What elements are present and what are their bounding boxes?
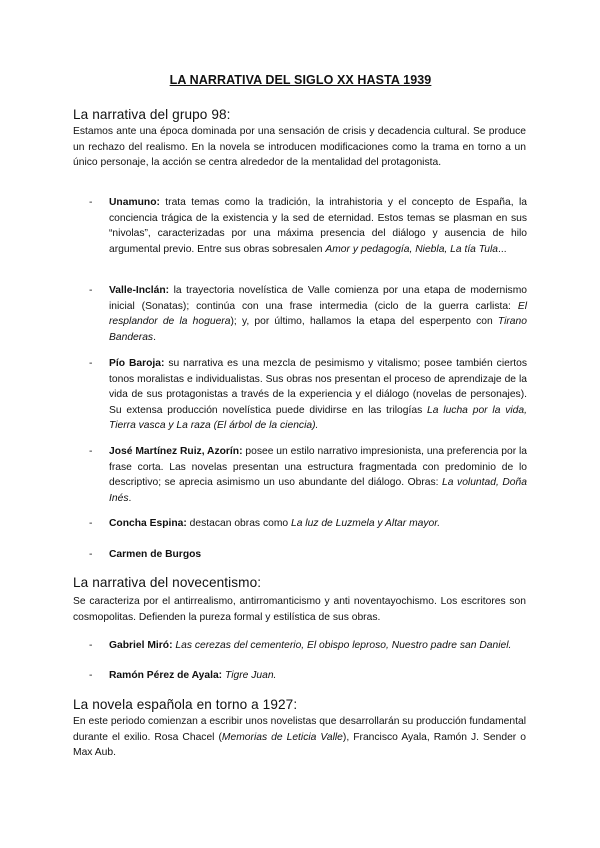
author-works: La lucha por la vida, Tierra vasca y La raza (El árbol de la ciencia). (109, 404, 527, 432)
author-item-carmen-de-burgos (109, 547, 527, 563)
section-heading-grupo-98: La narrativa del grupo 98: (73, 107, 231, 122)
section-heading-novecentismo: La narrativa del novecentismo: (73, 575, 262, 590)
author-item-pio-baroja (109, 356, 527, 434)
list-bullet: - (89, 518, 93, 529)
author-tail: . (128, 492, 132, 504)
section-intro-grupo-98: Estamos ante una época dominada por una sensación de crisis y decadencia cultural. Se produce un rechazo del realismo. En la novela se introducen modificaciones como la trama en torno a un único personaje, la acción se centra alrededor de la mentalidad del protagonista. (73, 126, 526, 169)
author-name: Ramón Pérez de Ayala: (109, 670, 223, 681)
page-title: LA NARRATIVA DEL SIGLO XX HASTA 1939 (169, 73, 432, 87)
author-works: Tirano Banderas (109, 316, 527, 343)
author-name: Concha Espina: (109, 518, 187, 529)
list-bullet: - (89, 446, 93, 457)
list-bullet: - (89, 358, 93, 369)
author-tail: . (153, 331, 156, 343)
section-intro-novecentismo: Se caracteriza por el antirrealismo, antirromanticismo y anti noventayochismo. Los escritores son cosmopolitas. Defienden la pureza formal y estilística de sus obras. (73, 596, 526, 623)
intro-works: Memorias de Leticia Valle (221, 731, 343, 743)
section-heading-novela-1927: La novela española en torno a 1927: (73, 697, 298, 712)
author-item-concha-espina (109, 516, 527, 532)
author-item-gabriel-miro (109, 638, 527, 654)
author-tail: ... (498, 243, 507, 255)
author-description: trata temas como la tradición, la intrahistoria y el concepto de España, la conciencia trágica de la existencia y la sed de eternidad. Estos temas se plasman en sus “nivolas”, caracterizadas por una máxima presencia del diálogo y ausencia de hilo argumental previo. Entre sus obras sobresalen (109, 197, 527, 255)
author-item-unamuno (109, 195, 527, 257)
author-name: Gabriel Miró: (109, 640, 173, 651)
author-name: Valle-Inclán: (109, 285, 170, 296)
author-description: la trayectoria novelística de Valle comienza por una etapa de modernismo inicial (Sonatas); continúa con una frase intermedia (ciclo de la guerra carlista: (109, 285, 527, 312)
author-works: Tigre Juan. (225, 670, 277, 681)
intro-text: ), Francisco Ayala, Ramón J. Sender o Max Aub. (73, 731, 526, 759)
author-works: Las cerezas del cementerio, El obispo leproso, Nuestro padre san Daniel. (175, 640, 512, 651)
list-bullet: - (89, 285, 93, 296)
author-works: La voluntad, Doña Inés (109, 477, 527, 504)
list-bullet: - (89, 549, 93, 560)
list-bullet: - (89, 640, 93, 651)
author-description: posee un estilo narrativo impresionista, una preferencia por la frase corta. Las novelas presentan una estructura fragmentada con predominio de lo descriptivo; se aprecia asimismo un uso abundante del diálogo. Obras: (109, 446, 528, 489)
author-name: Carmen de Burgos (109, 549, 202, 560)
author-item-valle-inclan (109, 283, 527, 345)
author-description: destacan obras como (186, 518, 291, 529)
author-works: El resplandor de la hoguera (109, 300, 527, 328)
author-item-azorin (109, 444, 527, 506)
author-works: La luz de Luzmela y Altar mayor. (290, 518, 441, 529)
section-intro-novela-1927 (73, 714, 526, 761)
author-description: su narrativa es una mezcla de pesimismo y vitalismo; posee también ciertos tonos moralistas e individualistas. Sus obras nos presentan el proceso de aprendizaje de la vida de sus protagonistas a través de la experiencia y el diálogo (novelas de personajes). Su extensa producción novelística puede dividirse en las trilogías (109, 358, 528, 416)
author-name: Pío Baroja: (109, 358, 165, 369)
intro-text: En este periodo comienzan a escribir unos novelistas que desarrollarán su producción fundamental durante el exilio. Rosa Chacel ( (73, 716, 526, 743)
list-bullet: - (89, 197, 93, 208)
author-name: José Martínez Ruiz, Azorín: (109, 446, 243, 457)
author-name: Unamuno: (109, 197, 160, 208)
author-description: ); y, por último, hallamos la etapa del esperpento con (230, 316, 498, 328)
author-works: Amor y pedagogía, Niebla, La tía Tula (325, 243, 499, 255)
author-item-perez-de-ayala (109, 668, 527, 684)
list-bullet: - (89, 670, 93, 681)
